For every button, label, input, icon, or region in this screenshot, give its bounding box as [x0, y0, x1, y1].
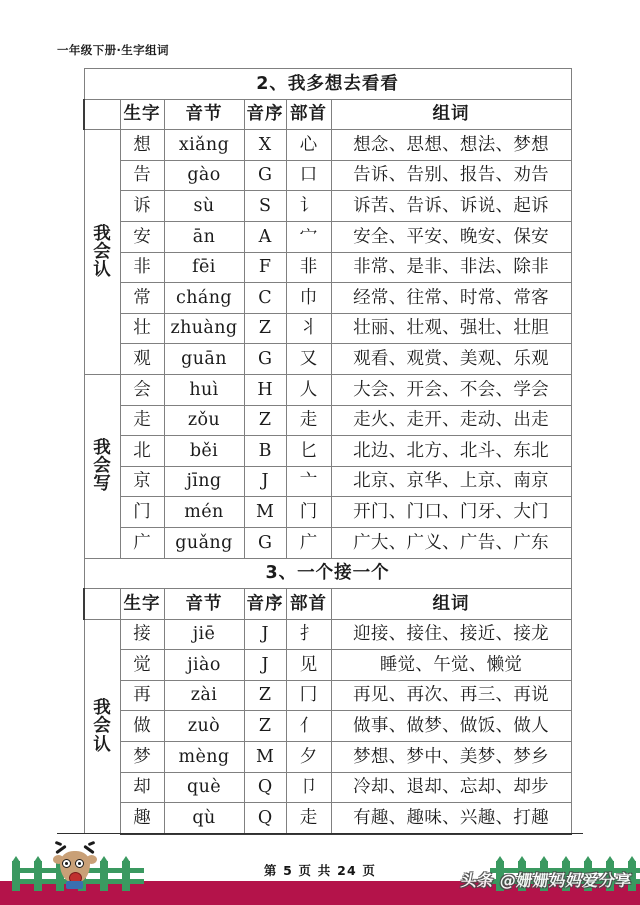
- cell-pinyin: jīng: [164, 466, 244, 497]
- cell-initial: G: [244, 527, 286, 558]
- cell-initial: G: [244, 160, 286, 191]
- cell-words: 有趣、趣味、兴趣、打趣: [331, 803, 571, 834]
- cell-character: 北: [120, 436, 164, 467]
- cell-character: 想: [120, 130, 164, 161]
- cell-radical: 走: [286, 405, 331, 436]
- cell-words: 迎接、接住、接近、接龙: [331, 619, 571, 650]
- cell-character: 非: [120, 252, 164, 283]
- cell-words: 再见、再次、再三、再说: [331, 680, 571, 711]
- cell-character: 做: [120, 711, 164, 742]
- group-label-char: 会: [93, 716, 111, 737]
- cell-pinyin: xiǎng: [164, 130, 244, 161]
- cell-initial: C: [244, 283, 286, 314]
- cell-radical: 宀: [286, 221, 331, 252]
- cell-words: 冷却、退却、忘却、却步: [331, 772, 571, 803]
- worksheet-content: [83, 68, 570, 835]
- cell-pinyin: zuò: [164, 711, 244, 742]
- cell-initial: Z: [244, 405, 286, 436]
- cell-words: 经常、往常、时常、常客: [331, 283, 571, 314]
- cell-character: 接: [120, 619, 164, 650]
- table-row: [84, 527, 571, 558]
- cell-radical: 又: [286, 344, 331, 375]
- table-row: [84, 283, 571, 314]
- cell-radical: 讠: [286, 191, 331, 222]
- cell-initial: Q: [244, 772, 286, 803]
- cell-character: 却: [120, 772, 164, 803]
- table-row: [84, 466, 571, 497]
- cell-pinyin: mèng: [164, 742, 244, 773]
- column-header-row: [84, 99, 571, 130]
- cell-initial: Z: [244, 711, 286, 742]
- cell-pinyin: sù: [164, 191, 244, 222]
- table-row: [84, 160, 571, 191]
- cell-words: 大会、开会、不会、学会: [331, 374, 571, 405]
- cell-character: 告: [120, 160, 164, 191]
- cell-words: 诉苦、告诉、诉说、起诉: [331, 191, 571, 222]
- section-title-row: [84, 558, 571, 589]
- table-row: [84, 344, 571, 375]
- section-title: 2、我多想去看看: [84, 69, 571, 100]
- cell-initial: M: [244, 497, 286, 528]
- section-title: 3、一个接一个: [84, 558, 571, 589]
- group-label-char: 会: [93, 456, 111, 477]
- group-label-char: 我: [93, 697, 111, 718]
- table-row: [84, 497, 571, 528]
- column-header-zuci: 组词: [331, 99, 571, 130]
- column-header-zi: 生字: [120, 99, 164, 130]
- vocabulary-table-body: [84, 69, 571, 834]
- section-title-row: [84, 69, 571, 100]
- vocabulary-table: [83, 68, 572, 835]
- cell-pinyin: zài: [164, 680, 244, 711]
- cell-words: 北京、京华、上京、南京: [331, 466, 571, 497]
- cell-words: 壮丽、壮观、强壮、壮胆: [331, 313, 571, 344]
- table-row: [84, 130, 571, 161]
- cell-radical: 亻: [286, 711, 331, 742]
- table-row: [84, 772, 571, 803]
- group-label-char: 写: [93, 474, 111, 495]
- cell-initial: S: [244, 191, 286, 222]
- cell-character: 梦: [120, 742, 164, 773]
- group-label-char: 会: [93, 241, 111, 262]
- table-row: [84, 680, 571, 711]
- cell-pinyin: què: [164, 772, 244, 803]
- cell-radical: 冂: [286, 680, 331, 711]
- cell-character: 趣: [120, 803, 164, 834]
- cell-radical: 丬: [286, 313, 331, 344]
- cell-initial: F: [244, 252, 286, 283]
- cell-words: 非常、是非、非法、除非: [331, 252, 571, 283]
- cell-radical: 夕: [286, 742, 331, 773]
- cell-pinyin: gào: [164, 160, 244, 191]
- cell-words: 观看、观赏、美观、乐观: [331, 344, 571, 375]
- cell-pinyin: guǎng: [164, 527, 244, 558]
- cell-character: 京: [120, 466, 164, 497]
- column-header-bushou: 部首: [286, 99, 331, 130]
- cell-character: 再: [120, 680, 164, 711]
- footer-divider: [57, 833, 583, 834]
- cell-character: 安: [120, 221, 164, 252]
- cell-radical: 心: [286, 130, 331, 161]
- cell-initial: Q: [244, 803, 286, 834]
- cell-initial: Z: [244, 680, 286, 711]
- cell-character: 走: [120, 405, 164, 436]
- cell-initial: H: [244, 374, 286, 405]
- cell-pinyin: mén: [164, 497, 244, 528]
- cell-words: 告诉、告别、报告、劝告: [331, 160, 571, 191]
- cell-radical: 扌: [286, 619, 331, 650]
- group-label-我会认: [84, 130, 120, 375]
- table-row: [84, 619, 571, 650]
- cell-pinyin: huì: [164, 374, 244, 405]
- table-row: [84, 374, 571, 405]
- column-header-spacer: [84, 589, 120, 620]
- cell-words: 梦想、梦中、美梦、梦乡: [331, 742, 571, 773]
- cell-initial: M: [244, 742, 286, 773]
- cell-pinyin: jiē: [164, 619, 244, 650]
- cell-radical: 巾: [286, 283, 331, 314]
- cell-initial: J: [244, 650, 286, 681]
- cell-pinyin: zǒu: [164, 405, 244, 436]
- cell-radical: 卩: [286, 772, 331, 803]
- cell-words: 做事、做梦、做饭、做人: [331, 711, 571, 742]
- cell-words: 北边、北方、北斗、东北: [331, 436, 571, 467]
- cell-pinyin: fēi: [164, 252, 244, 283]
- table-row: [84, 405, 571, 436]
- column-header-yinxu: 音序: [244, 99, 286, 130]
- cell-radical: 亠: [286, 466, 331, 497]
- cell-words: 睡觉、午觉、懒觉: [331, 650, 571, 681]
- column-header-spacer: [84, 99, 120, 130]
- cell-radical: 非: [286, 252, 331, 283]
- cell-pinyin: cháng: [164, 283, 244, 314]
- cell-character: 门: [120, 497, 164, 528]
- group-label-我会认: [84, 619, 120, 834]
- cell-pinyin: guān: [164, 344, 244, 375]
- cell-radical: 匕: [286, 436, 331, 467]
- column-header-pinyin: 音节: [164, 589, 244, 620]
- page-footer: [0, 833, 640, 905]
- column-header-bushou: 部首: [286, 589, 331, 620]
- column-header-zuci: 组词: [331, 589, 571, 620]
- table-row: [84, 803, 571, 834]
- cell-character: 广: [120, 527, 164, 558]
- cell-words: 走火、走开、走动、出走: [331, 405, 571, 436]
- cell-radical: 广: [286, 527, 331, 558]
- cell-pinyin: zhuàng: [164, 313, 244, 344]
- cell-radical: 门: [286, 497, 331, 528]
- cell-radical: 人: [286, 374, 331, 405]
- cell-radical: 口: [286, 160, 331, 191]
- cell-initial: B: [244, 436, 286, 467]
- column-header-zi: 生字: [120, 589, 164, 620]
- cell-character: 壮: [120, 313, 164, 344]
- column-header-row: [84, 589, 571, 620]
- cell-pinyin: qù: [164, 803, 244, 834]
- table-row: [84, 313, 571, 344]
- cell-initial: A: [244, 221, 286, 252]
- cell-words: 想念、思想、想法、梦想: [331, 130, 571, 161]
- cell-character: 诉: [120, 191, 164, 222]
- cell-words: 安全、平安、晚安、保安: [331, 221, 571, 252]
- group-label-我会写: [84, 374, 120, 558]
- document-header: 一年级下册·生字组词: [57, 43, 169, 57]
- cell-initial: J: [244, 466, 286, 497]
- table-row: [84, 436, 571, 467]
- table-row: [84, 221, 571, 252]
- cell-pinyin: jiào: [164, 650, 244, 681]
- cell-radical: 走: [286, 803, 331, 834]
- group-label-char: 我: [93, 437, 111, 458]
- column-header-pinyin: 音节: [164, 99, 244, 130]
- column-header-yinxu: 音序: [244, 589, 286, 620]
- cell-character: 觉: [120, 650, 164, 681]
- group-label-char: 我: [93, 223, 111, 244]
- cell-initial: Z: [244, 313, 286, 344]
- watermark-label: 头条 @姗姗妈妈爱分享: [459, 871, 634, 890]
- cell-words: 开门、门口、门牙、大门: [331, 497, 571, 528]
- cell-pinyin: ān: [164, 221, 244, 252]
- table-row: [84, 191, 571, 222]
- cell-initial: X: [244, 130, 286, 161]
- cell-radical: 见: [286, 650, 331, 681]
- cell-initial: J: [244, 619, 286, 650]
- table-row: [84, 711, 571, 742]
- table-row: [84, 742, 571, 773]
- cell-pinyin: běi: [164, 436, 244, 467]
- table-row: [84, 252, 571, 283]
- table-row: [84, 650, 571, 681]
- group-label-char: 认: [93, 734, 111, 755]
- cell-words: 广大、广义、广告、广东: [331, 527, 571, 558]
- page-number: 第 5 页 共 24 页: [263, 863, 377, 878]
- cell-character: 常: [120, 283, 164, 314]
- cell-character: 观: [120, 344, 164, 375]
- group-label-char: 认: [93, 260, 111, 281]
- cell-initial: G: [244, 344, 286, 375]
- cell-character: 会: [120, 374, 164, 405]
